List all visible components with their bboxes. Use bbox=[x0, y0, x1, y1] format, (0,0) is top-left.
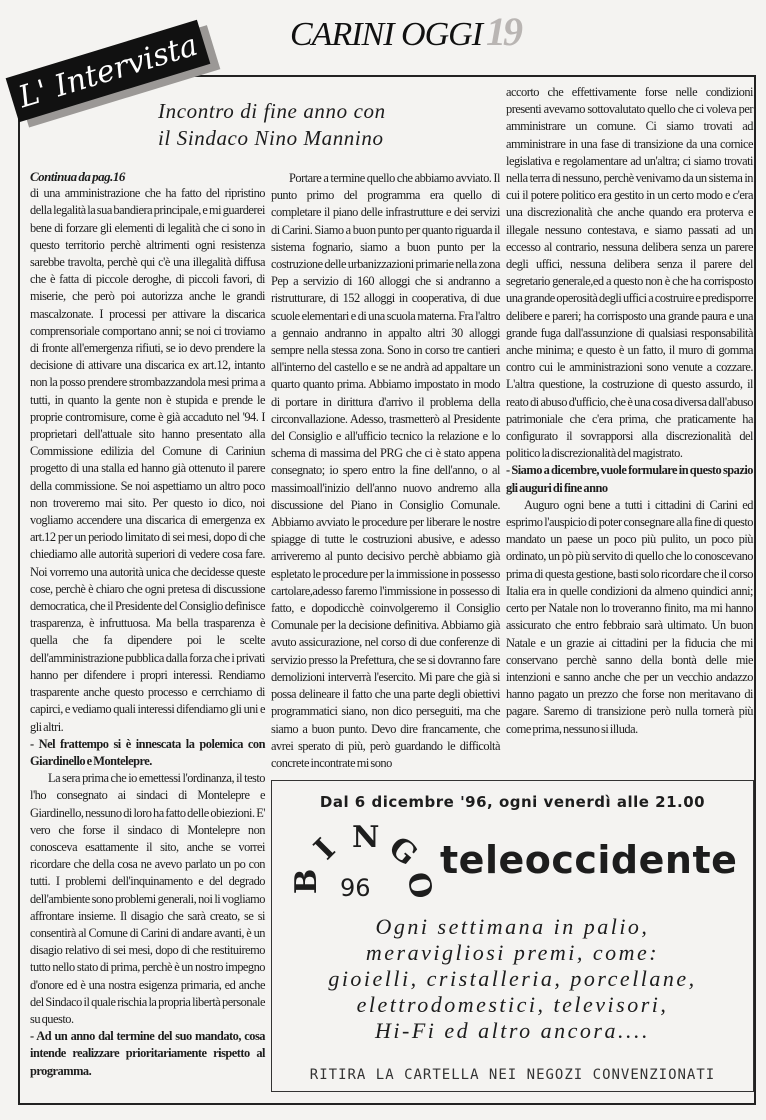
newspaper-title: CARINI OGGI bbox=[290, 16, 483, 53]
bingo-letter: I bbox=[307, 832, 343, 867]
bingo-letter: G bbox=[381, 829, 424, 874]
bingo-letter: N bbox=[352, 820, 380, 855]
paragraph: Portare a termine quello che abbiamo avviato. Il punto primo del programma era quello di completare il piano delle infrastrutture e dei servizi di Carini. Siamo a buon punto per quanto riguarda il sistema fognario, siamo a buon punto per la costruzione delle urbanizzazioni primarie nella zona Pep a servizio di 160 alloggi che si andranno a ristrutturare, di 152 alloggi in cooperativa, di due scuole elementari e di una scuola materna. Fra l'altro a gennaio andranno in appalto altri 30 alloggi sempre nella stessa zona. Sono in corso tre cantieri all'interno del castello e se ne andrà ad appaltare un quarto quanto prima. Abbiamo impostato in modo di portare in dirittura d'arrivo il problema della circonvallazione. Adesso, trasmetterò al Presidente del Consiglio e all'ufficio tecnico la relazione e lo schema di massima del PRG che ci è stato appena consegnato; io spero entro la fine dell'anno, o al massimoall'inizio dell'anno nuovo andremo alla discussione del Piano in Consiglio Comunale. Abbiamo avviato le procedure per liberare le nostre spiagge di tutte le costruzioni abusive, e adesso arriveremo al punto decisivo perchè abbiamo già espletato le procedure per la immissione in possesso cartolare,adesso faremo l'immissione in possesso di fatto, e dopodicchè coinvolgeremo il Consiglio Comunale per la decisione definitiva. Abbiamo già avuto assicurazione, nel corso di due conferenze di servizio presso la Prefettura, che se si dovranno fare demolizioni interverrà l'esercito. Mi pare che già si possa delineare il fatto che una parte degli obiettivi programmatici siano, non dico perseguiti, ma che siamo a buon punto. Devo dire francamente, che avrei sperato di più, però guardando le difficoltà concrete incontrate mi sono bbox=[271, 171, 500, 770]
ad-schedule: Dal 6 dicembre '96, ogni venerdì alle 21.00 bbox=[319, 793, 706, 811]
masthead bbox=[290, 8, 530, 58]
bingo-year: 96 bbox=[340, 874, 371, 902]
bingo-letter: B bbox=[289, 868, 325, 895]
ad-line: Hi-Fi ed altro ancora.... bbox=[375, 1018, 650, 1043]
bingo-letter: O bbox=[399, 869, 439, 902]
section-tag: L' Intervista bbox=[6, 20, 211, 122]
channel-name: teleoccidente bbox=[440, 838, 738, 882]
interview-question: - Nel frattempo si è innescata la polemica con Giardinello e Montelepre. bbox=[30, 736, 265, 768]
ad-line: gioielli, cristalleria, porcellane, bbox=[328, 966, 697, 991]
bingo-advertisement bbox=[271, 780, 754, 1092]
page-number: 19 bbox=[486, 9, 520, 54]
ad-body bbox=[272, 914, 753, 1044]
paragraph: Auguro ogni bene a tutti i cittadini di Carini ed esprimo l'auspicio di poter consegnare alla fine di questo mandato un paese un poco più pulito, un poco più ordinato, un pò più servito di quello che lo conoscevano prima di questa gestione, basti solo ricordare che il corso Italia era in quelle condizioni da almeno quindici anni; certo per Natale non lo troveranno finito, ma mi hanno assicurato che entro febbraio sarà ultimato. Un buon Natale e un grazie ai cittadini per la fiducia che mi conservano perchè sanno della bontà delle mie intenzioni e sanno anche che per un vecchio andazzo hanno pagato un prezzo che forse non meritavano di pagare. Saremo di transizione però nulla tornerà più come prima, nessuno si illuda. bbox=[506, 497, 753, 736]
paragraph: accorto che effettivamente forse nelle condizioni presenti avevamo sottovalutato quello che ci voleva per amministrare un comune. Ci siamo trovati ad amministrare in una fase di transizione da una cornice legislativa e regolamentare ad un'altra; ci siamo trovati nella terra di nessuno, perchè venivamo da un sistema in cui il potere politico era gestito in un certo modo e c'era una discrezionalità che anche quando era proterva e illegale nessuno contestava, e siamo passati ad un eccesso al contrario, nessuna delibera senza un parere degli uffici, nessuna delibera senza il parere del segretario generale,ed a questo non è che ha corrisposto una grande operosità degli uffici a costruire e predisporre delibere e pareri; ha corrisposto una grande paura e una grande fuga dall'assunzione di qualsiasi responsabilità anche minima; e questo è un fatto, il muro di gomma contro cui le amministrazioni sono venute a cozzare. L'altra questione, la costruzione di questo assurdo, il reato di abuso d'ufficio, che è una cosa diversa dall'abuso patrimoniale che c'era prima, che praticamente ha configurato il sovrapporsi alla discrezionalità del politico la discrezionalità del magistrato. bbox=[506, 85, 753, 461]
ad-footer: RITIRA LA CARTELLA NEI NEGOZI CONVENZIONATI bbox=[309, 1067, 716, 1083]
headline bbox=[158, 98, 386, 152]
article-column-1 bbox=[30, 168, 265, 1080]
article-column-2 bbox=[271, 170, 500, 772]
headline-line: Incontro di fine anno con bbox=[158, 99, 386, 123]
article-column-3 bbox=[506, 84, 753, 738]
ad-line: Ogni settimana in palio, bbox=[375, 914, 650, 939]
continued-note: Continua da pag.16 bbox=[30, 169, 125, 184]
paragraph: di una amministrazione che ha fatto del ripristino della legalità la sua bandiera principale, e mi guarderei bene di forzare gli elementi di legalità che ci sono in questo territorio perchè altrimenti ogni resistenza sarebbe travolta, perchè qui c'è una illegalità diffusa che è fatta di piccole deroghe, di piccoli favori, di miserie, che però poi autorizza anche le grandi mascalzonate. I processi per attivare la discarica comprensoriale comportano anni; se noi ci troviamo di fronte all'emergenza rifiuti, se io devo prendere la decisione di attivare una discarica ex art.12, intanto non la posso prendere strombazzandola mesi prima a tutti, in quanto la gente non è stupida e prende le proprie contromisure, come è già accaduto nel '94. I proprietari dell'attuale sito hanno presentato alla Commissione edilizia del Comune di Cariniun progetto di una stalla ed hanno già ottenuto il parere della commissione. Se noi aspettiamo un altro poco non troveremo mai sito. Per questo io dico, noi vogliamo accendere una discarica di emergenza ex art.12 per un periodo limitato di sei mesi, dopo di che chiediamo alle autorità superiori di vedere cosa fare. Noi vorremo una autorità unica che decidesse queste cose, perchè è chiaro che ogni pretesa di discussione democratica, che il Presidente del Consiglio definisce trasparenza, è infruttuosa. Ma bella trasparenza è quella che fa dipendere poi le scelte dell'amministrazione pubblica dalla forza che i privati hanno per difendere i propri interessi. Rendiamo trasparente anche questo processo e cerrchiamo di capirci, e vediamo quali interessi difendiamo gli uni e gli altri. bbox=[30, 186, 265, 734]
bingo-logo bbox=[289, 820, 439, 906]
interview-question: - Siamo a dicembre, vuole formulare in questo spazio gli auguri di fine anno bbox=[506, 463, 753, 495]
ad-line: meravigliosi premi, come: bbox=[365, 940, 660, 965]
interview-question: - Ad un anno dal termine del suo mandato, cosa intende realizzare prioritariamente rispetto al programma. bbox=[30, 1029, 265, 1078]
ad-line: elettrodomestici, televisori, bbox=[356, 992, 669, 1017]
paragraph: La sera prima che io emettessi l'ordinanza, il testo l'ho consegnato ai sindaci di Montelepre e Giardinello, nessuno di loro ha fatto delle obiezioni. E' vero che forse il sindaco di Montelepre non conosceva esattamente il sito, anche se vorrei ricordare che della cosa ne avevo parlato un po con tutti. I problemi dell'inquinamento e del degrado dell'ambiente sono problemi generali, noi li vogliamo affrontare insieme. Il disagio che sarà creato, se si consentirà al Comune di Carini di andare avanti, è un disagio relativo di sei mesi, dopo di che restituiremo tutto nello stato di prima, perchè è un nostro impegno d'onore ed è una nostra esigenza primaria, ed anche del Sindaco il quale rischia la propria libertà personale su questo. bbox=[30, 771, 265, 1026]
headline-line: il Sindaco Nino Mannino bbox=[158, 126, 384, 150]
